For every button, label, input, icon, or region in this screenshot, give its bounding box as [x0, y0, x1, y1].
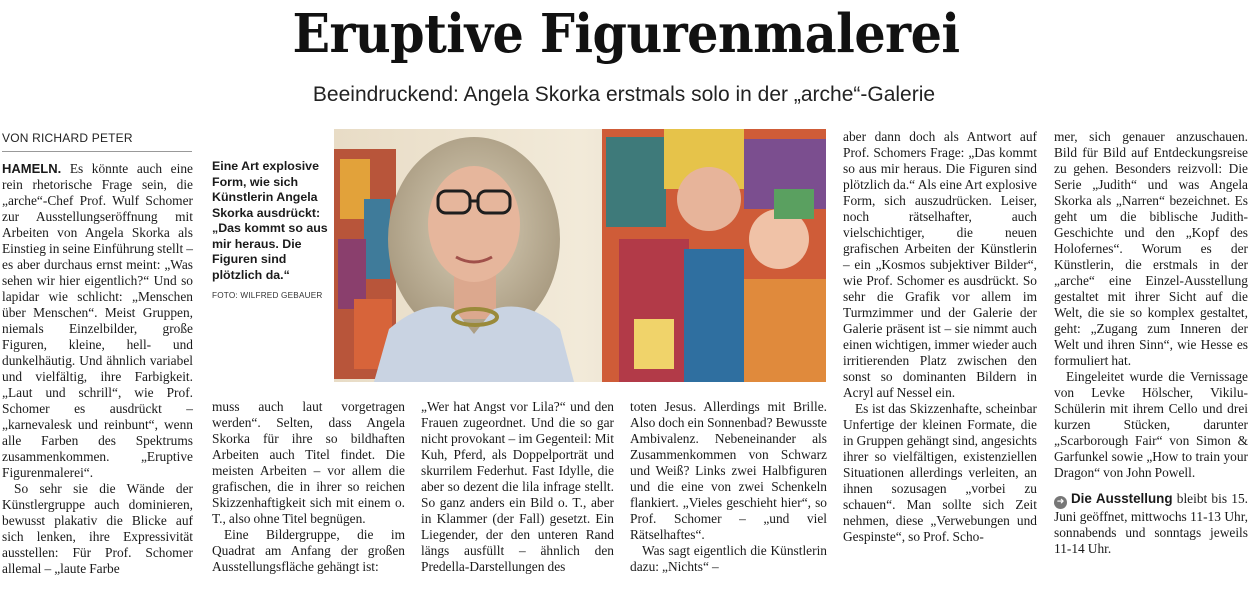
column-2-paragraph-2: Eine Bildergruppe, die im Quadrat am Anfang der großen Ausstellungsfläche gehängt ist:: [212, 527, 405, 574]
article-column-5: [843, 129, 1037, 545]
article-column-1: [2, 161, 193, 577]
column-1-paragraph-1: [2, 161, 193, 481]
article-photo: [334, 129, 826, 382]
photo-caption: Eine Art explosive Form, wie sich Künstlerin Angela Skorka ausdrückt: „Das kommt so aus mir heraus. Die Figuren sind plötzlich da.“: [212, 159, 328, 282]
column-1-paragraph-2: So sehr sie die Wände der Künstlergruppe auch dominieren, bewusst plakativ die Blicke auf sich lenken, ihre Expressivität ausstellen: Für Prof. Schomer allemal – „laute Farbe: [2, 481, 193, 576]
column-6-paragraph-2: Eingeleitet wurde die Vernissage von Levke Hölscher, Vikilu-Schülerin mit ihrem Cello und drei kurzen Stücken, darunter „Scarborough Fair“ von Simon & Garfunkel sowie „How to train your Dragon“ von John Powell.: [1054, 369, 1248, 480]
exhibition-info: [1054, 491, 1248, 557]
exhibition-info-label: Die Ausstellung: [1071, 491, 1173, 506]
article-column-2: [212, 399, 405, 575]
article-column-3: [421, 399, 614, 575]
article-column-4: [630, 399, 827, 575]
article-column-6: [1054, 129, 1248, 557]
article-subheadline: Beeindruckend: Angela Skorka erstmals solo in der „arche“-Galerie: [312, 83, 936, 106]
column-4-paragraph-2: Was sagt eigentlich die Künstlerin dazu: „Nichts“ –: [630, 543, 827, 574]
dateline-place: HAMELN.: [2, 161, 62, 176]
column-3-paragraph-1: „Wer hat Angst vor Lila?“ und den Frauen zugeordnet. Und die so gar nicht provokant – im Gegenteil: Mit Kuh, Pferd, als Doppelporträt und skurrilem Federhut. Fast Idylle, die aber so dezent die lila infrage stellt. So ganz anders ein Bild o. T., aber in Klammer (der Fall) gesetzt. Ein Liegender, der den unteren Rand längs ausfüllt – ähnlich den Predella-Darstellungen des: [421, 399, 614, 574]
column-6-paragraph-1: mer, sich genauer anzuschauen. Bild für Bild auf Entdeckungsreise zu gehen. Besonders reizvoll: Die Serie „Judith“ und was Angela Skorka als „Narren“ bezeichnet. Es geht um die biblische Judith-Geschichte und den „Kopf des Holofernes“. Worum es der Künstlerin, die erstmals in der „arche“ eine Einzel-Ausstellung gestaltet mit ihrer Sicht auf die Welt, die sie so komplex gestaltet, geht: „Zugang zum Inneren der Welt und ihren Sinn“, wie Hesse es formuliert hat.: [1054, 129, 1248, 368]
photo-credit: FOTO: WILFRED GEBAUER: [212, 291, 323, 300]
arrow-right-icon: ➜: [1054, 496, 1067, 509]
column-2-paragraph-1: muss auch laut vorgetragen werden“. Selten, dass Angela Skorka für ihre so bildhaften Arbeiten auch Titel findet. Die meisten Arbeiten – vor allem die grafischen, die in ihrer so reichen Skizzenhaftigkeit sich mit einem o. T., also ohne Titel begnügen.: [212, 399, 405, 526]
exhibition-info-text: bleibt bis 15. Juni geöffnet, mittwochs 11-13 Uhr, sonnabends und sonntags jeweils 11-14 Uhr.: [1054, 491, 1248, 556]
byline: VON RICHARD PETER: [2, 131, 133, 145]
column-5-paragraph-1: aber dann doch als Antwort auf Prof. Schomers Frage: „Das kommt so aus mir heraus. Die Figuren sind plötzlich da.“ Als eine Art explosive Form, sich auszudrücken. Leiser, noch rätselhafter, auch vielschichtiger, die neuen grafischen Arbeiten der Künstlerin – ein „Kosmos subjektiver Bilder“, wie Prof. Schomer es ausdrückt. So sehr die Grafik vor allem im Turmzimmer und der Galerie der Galerie präsent ist – sie nimmt auch einen wichtigen, immer wieder auch irritierenden Platz zwischen den sonst so dominanten Bildern in Acryl auf Nessel ein.: [843, 129, 1038, 400]
article-headline: Eruptive Figurenmalerei: [292, 3, 960, 65]
column-4-paragraph-1: toten Jesus. Allerdings mit Brille. Also doch ein Sonnenbad? Bewusste Ambivalenz. Nebeneinander als Zusammenkommen von Schwarz und Weiß? Links zwei Halbfiguren und die eine von zwei Schenkeln flankiert. „Vieles geschieht hier“, so Prof. Schomer – „und viel Rätselhaftes“.: [630, 399, 827, 542]
column-5-paragraph-2: Es ist das Skizzenhafte, scheinbar Unfertige der kleinen Formate, die in Gruppen gehängt sind, angesichts ihrer so vielfältigen, existenziellen Situationen allerdings verleiten, an ihnen sozusagen „vorbei zu schauen“. Man sollte sich Zeit nehmen, diese „Verwebungen und Gespinste“, so Prof. Scho-: [843, 401, 1037, 544]
column-1-text-1: Es könnte auch eine rein rhetorische Frage sein, die „arche“-Chef Prof. Wulf Schomer zur Ausstellungseröffnung mit Arbeiten von Angela Skorka als Einstieg in seine Einführung stellt – es aber durchaus ernst meint: „Was sehen wir hier eigentlich?“ Und so lapidar wie schlicht: „Menschen über Menschen“. Meist Gruppen, niemals Einzelbilder, große Figuren, kleine, hell- und dunkelhäutig. Und ähnlich variabel und vielfältig, ihre Farbigkeit. „Laut und schrill“, wie Prof. Schomer es ausdrückt – „karnevalesk und reinbunt“, wenn alle Farben des Spektrums zusammenkommen. „Eruptive Figurenmalerei“.: [2, 161, 193, 480]
byline-divider: [2, 151, 192, 152]
